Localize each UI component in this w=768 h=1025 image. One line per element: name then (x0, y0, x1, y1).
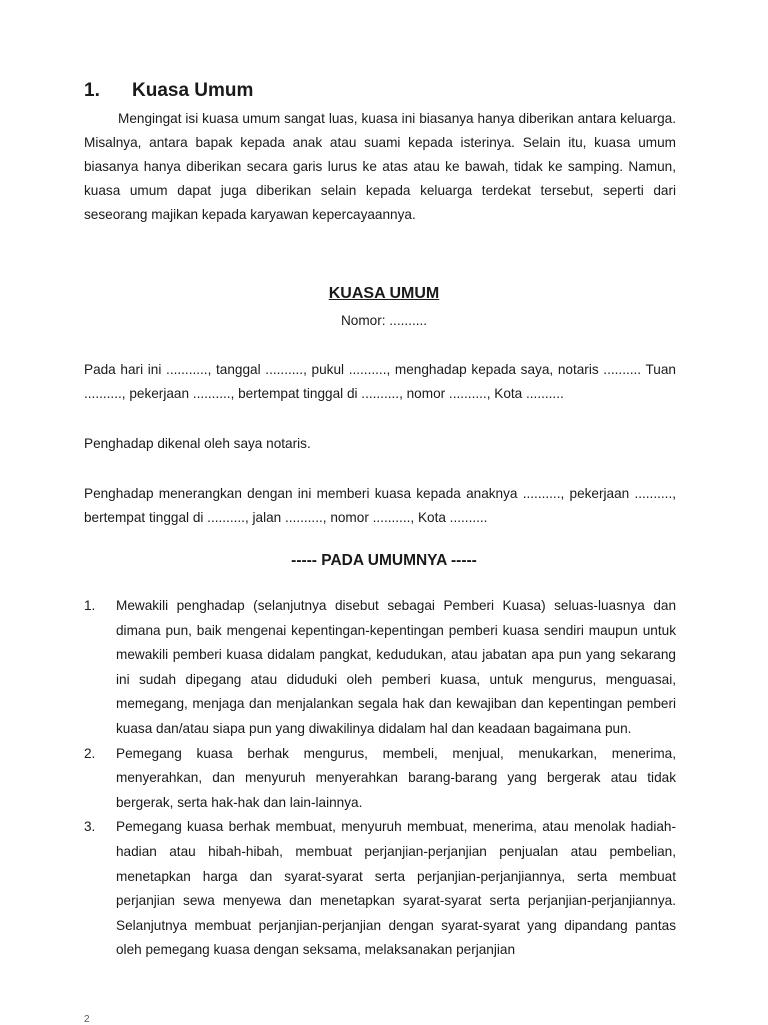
document-number: Nomor: .......... (340, 313, 428, 328)
clause-number: 3. (84, 819, 96, 835)
clause-text: Pemegang kuasa berhak membuat, menyuruh membuat, menerima, atau menolak hadiah-hadian atau hibah-hibah, membuat perjanjian-perjanjian penjualan atau pembelian, menetapkan harga dan syarat-syarat serta perjanjian-perjanjiannya, serta membuat perjanjian sewa menyewa dan menetapkan syarat-syarat serta perjanjian-perjanjiannya. Selanjutnya membuat perjanjian-perjanjian dengan syarat-syarat yang dipandang pantas oleh pemegang kuasa dengan seksama, melaksanakan perjanjian (116, 819, 676, 958)
clause-list (84, 594, 676, 963)
clause-item (84, 594, 676, 742)
section-number: 1. (84, 80, 100, 101)
clause-item (84, 742, 676, 816)
grant-paragraph: Penghadap menerangkan dengan ini memberi kuasa kepada anaknya .........., pekerjaan .........., bertempat tinggal di .........., jalan .........., nomor .........., Kota .......... (84, 486, 676, 525)
clause-number: 2. (84, 745, 96, 761)
clause-number: 1. (84, 598, 96, 613)
page-number: 2 (84, 1014, 90, 1025)
intro-paragraph (84, 107, 676, 227)
clause-text: Pemegang kuasa berhak mengurus, membeli, menjual, menukarkan, menerima, menyerahkan, dan menyuruh menyerahkan barang-barang yang bergerak atau tidak bergerak, serta hak-hak dan lain-lainnya. (116, 745, 676, 810)
identity-paragraph: Penghadap dikenal oleh saya notaris. (84, 436, 311, 451)
document-title: KUASA UMUM (328, 285, 440, 302)
clauses-heading: ----- PADA UMUMNYA ----- (291, 552, 477, 569)
section-heading (84, 80, 253, 102)
clause-text: Mewakili penghadap (selanjutnya disebut sebagai Pemberi Kuasa) seluas-luasnya dan dimana pun, baik mengenai kepentingan-kepentingan pemberi kuasa sendiri maupun untuk mewakili pemberi kuasa didalam pangkat, kedudukan, atau jabatan apa pun yang sekarang ini sudah dipegang atau diduduki oleh pemberi kuasa, untuk mengurus, menguasai, memegang, menjaga dan menjalankan segala hak dan kewajiban dan kepentingan pemberi kuasa dan/atau siapa pun yang diwakilinya didalam hal dan keadaan bagaimana pun. (116, 598, 676, 736)
intro-text: Mengingat isi kuasa umum sangat luas, kuasa ini biasanya hanya diberikan antara keluarga. Misalnya, antara bapak kepada anak atau suami kepada isterinya. Selain itu, kuasa umum biasanya hanya diberikan secara garis lurus ke atas atau ke bawah, tidak ke samping. Namun, kuasa umum dapat juga diberikan selain kepada keluarga terdekat tersebut, seperti dari seseorang majikan kepada karyawan kepercayaannya. (84, 111, 676, 222)
opening-paragraph: Pada hari ini ..........., tanggal .........., pukul .........., menghadap kepada saya, notaris .......... Tuan .........., pekerjaan .........., bertempat tinggal di .........., nomor .........., Kota .......... (84, 362, 676, 401)
section-title: Kuasa Umum (132, 80, 254, 101)
clause-item (84, 815, 676, 963)
